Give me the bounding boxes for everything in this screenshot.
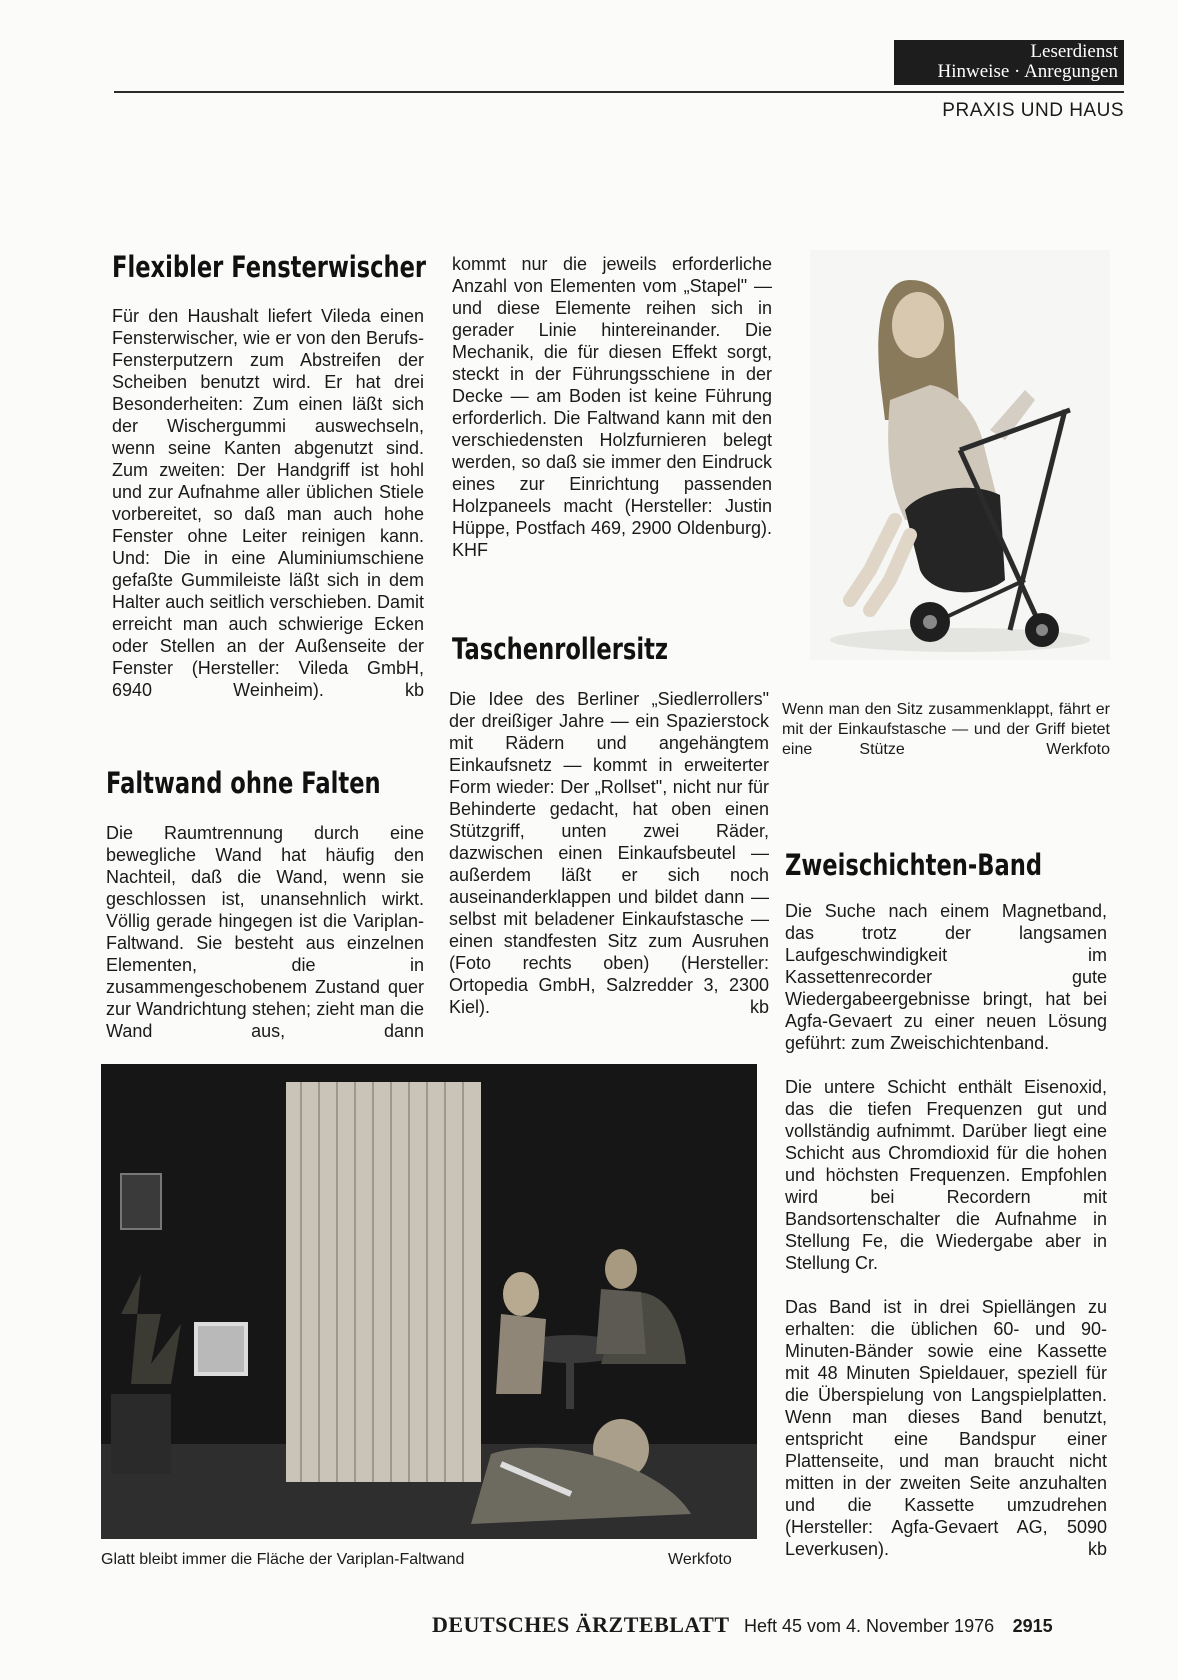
photo-taschenrollersitz	[810, 250, 1110, 660]
footer-masthead: DEUTSCHES ÄRZTEBLATT	[432, 1612, 730, 1637]
article-text: Die Idee des Berliner „Siedlerrollers" der dreißiger Jahre — ein Spazierstock mit Rädern und angehängtem Einkaufsnetz — kommt in erweiterter Form wieder: Der „Rollset", nicht nur für Behinderte gedacht, hat oben einen Stützgriff, unten zwei Räder, dazwischen einen Einkaufsbeutel — außerdem läßt er sich noch auseinanderklappen und bildet dann — selbst mit beladener Einkaufstasche — einen standfesten Sitz zum Ausruhen (Foto rechts oben) (Hersteller: Ortopedia GmbH, Salzredder 3, 2300 Kiel). kb	[449, 689, 769, 1017]
article-body-faltwand-part1	[106, 822, 424, 1042]
photo-faltwand	[101, 1064, 757, 1539]
photo-credit-bottom: Werkfoto	[668, 1551, 732, 1568]
article-author: kb	[404, 680, 424, 700]
photo-credit: Werkfoto	[1046, 741, 1110, 758]
article-paragraph-3: Das Band ist in drei Spiellängen zu erhalten: die üblichen 60- und 90-Minuten-Bänder sowie eine Kassette mit 48 Minuten Spieldauer, speziell für die Überspielung von Langspielplatten. Wenn man dieses Band benutzt, entspricht eine Bandspur einer Plattenseite, und man braucht nicht mitten in der zweiten Seite anzuhalten und die Kassette umzudrehen (Hersteller: Agfa-Gevaert AG, 5090 Leverkusen). kb	[785, 1297, 1107, 1559]
article-paragraph-2: Die untere Schicht enthält Eisenoxid, das die tiefen Frequenzen gut und vollständig aufnimmt. Darüber liegt eine Schicht aus Chromdioxid für die hohen und höchsten Frequenzen. Empfohlen wird bei Recordern mit Bandsortenschalter die Aufnahme in Stellung Fe, die Wiedergabe aber in Stellung Cr.	[785, 1077, 1107, 1273]
page-footer	[432, 1612, 1053, 1638]
article-body-taschenrollersitz	[449, 688, 769, 1018]
header-rule	[114, 91, 1124, 93]
footer-page-number: 2915	[1012, 1616, 1053, 1636]
article-body-faltwand-part2	[452, 253, 772, 561]
section-title: PRAXIS UND HAUS	[942, 100, 1124, 121]
article-title-zweischichten-band: Zweischichten-Band	[785, 848, 1043, 882]
photo-caption-top: Wenn man den Sitz zusammenklappt, fährt er mit der Einkaufstasche — und der Griff bietet eine Stütze Werkfoto	[782, 701, 1110, 758]
article-text: kommt nur die jeweils erforderliche Anzahl von Elementen vom „Stapel" — und diese Elemente reihen sich in gerader Linie hintereinander. Die Mechanik, die für diesen Effekt sorgt, steckt in der Führungsschiene in der Decke — am Boden ist keine Führung erforderlich. Die Faltwand kann mit den verschiedensten Holzfurnieren belegt werden, so daß sie immer den Eindruck eines zur Einrichtung passenden Holzpaneels macht (Hersteller: Justin Hüppe, Postfach 469, 2900 Oldenburg). KHF	[452, 254, 772, 560]
badge-line-2: Hinweise · Anregungen	[937, 61, 1118, 82]
article-author: kb	[749, 997, 769, 1017]
article-author: kb	[1087, 1539, 1107, 1559]
article-title-taschenrollersitz: Taschenrollersitz	[452, 632, 669, 666]
article-paragraph-1: Die Suche nach einem Magnetband, das trotz der langsamen Laufgeschwindigkeit im Kassettenrecorder gute Wiedergabeergebnisse bringt, hat bei Agfa-Gevaert zu einer neuen Lösung geführt: zum Zweischichtenband.	[785, 901, 1107, 1053]
article-author: KHF	[452, 540, 488, 560]
article-text: Für den Haushalt liefert Vileda einen Fensterwischer, wie er von den Berufs-Fensterputzern zum Abstreifen der Scheiben benutzt wird. Er hat drei Besonderheiten: Zum einen läßt sich der Wischergummi auswechseln, wenn seine Kanten abgenutzt sind. Zum zweiten: Der Handgriff ist hohl und zur Aufnahme aller üblichen Stiele vorbereitet, so daß man auch hohe Fenster ohne Leiter reinigen kann. Und: Die in eine Aluminiumschiene gefaßte Gummileiste läßt sich in dem Halter auch seitlich verschieben. Damit erreicht man auch schwierige Ecken oder Stellen an der Außenseite der Fenster (Hersteller: Vileda GmbH, 6940 Weinheim). kb	[112, 306, 424, 700]
woman-on-seat-image	[810, 250, 1110, 660]
article-body-fensterwischer	[112, 305, 424, 701]
photo-caption-bottom: Glatt bleibt immer die Fläche der Variplan-Faltwand	[101, 1551, 465, 1568]
living-room-partition-image	[101, 1064, 757, 1539]
article-title-faltwand: Faltwand ohne Falten	[106, 766, 381, 800]
article-body-zweischichten-band	[785, 900, 1107, 1560]
folding-wall	[286, 1082, 481, 1482]
section-badge	[894, 40, 1124, 85]
footer-issue: Heft 45 vom 4. November 1976	[743, 1616, 995, 1636]
badge-line-1: Leserdienst	[1030, 41, 1118, 62]
article-title-fensterwischer: Flexibler Fensterwischer	[112, 250, 427, 284]
article-text: Die Raumtrennung durch eine bewegliche Wand hat häufig den Nachteil, daß die Wand, wenn sie geschlossen ist, unansehnlich wirkt. Völlig gerade hingegen ist die Variplan-Faltwand. Sie besteht aus einzelnen Elementen, die in zusammengeschobenem Zustand quer zur Wandrichtung stehen; zieht man die Wand aus, dann	[106, 823, 424, 1041]
